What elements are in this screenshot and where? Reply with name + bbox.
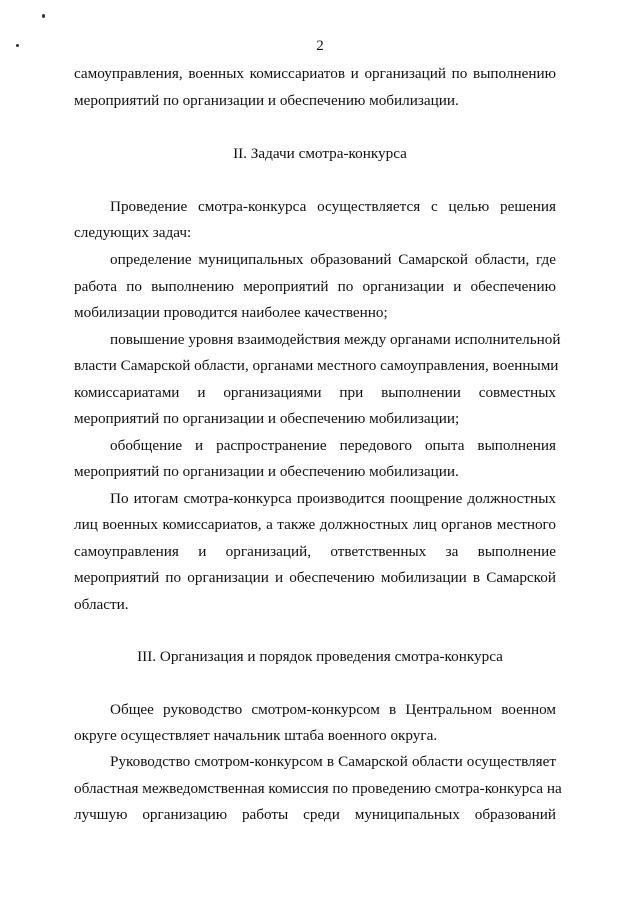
body-line: области. <box>74 596 129 613</box>
section-heading: II. Задачи смотра-конкурса <box>233 145 407 162</box>
paragraph-first-line: определение муниципальных образований Самарской области, где <box>110 251 556 268</box>
paragraph-first-line: повышение уровня взаимодействия между органами исполнительной <box>110 331 561 348</box>
body-line: мобилизации проводится наиболее качественно; <box>74 304 388 321</box>
scan-mark <box>42 14 45 18</box>
paragraph-first-line: Общее руководство смотром-конкурсом в Центральном военном <box>110 701 556 718</box>
body-line: областная межведомственная комиссия по проведению смотра-конкурса на <box>74 780 562 797</box>
body-line: округе осуществляет начальник штаба военного округа. <box>74 727 438 744</box>
section-heading: III. Организация и порядок проведения смотра-конкурса <box>137 648 503 665</box>
body-line: работа по выполнению мероприятий по организации и обеспечению <box>74 278 556 295</box>
paragraph-first-line: Проведение смотра-конкурса осуществляется с целью решения <box>110 198 556 215</box>
body-line: власти Самарской области, органами местного самоуправления, военными <box>74 357 559 374</box>
page-number: 2 <box>316 38 324 54</box>
body-line: следующих задач: <box>74 224 192 241</box>
body-line: комиссариатами и организациями при выполнении совместных <box>74 384 556 401</box>
body-line: лучшую организацию работы среди муниципальных образований <box>74 806 556 823</box>
body-line: мероприятий по организации и обеспечению мобилизации; <box>74 410 460 427</box>
paragraph-first-line: обобщение и распространение передового опыта выполнения <box>110 437 556 454</box>
paragraph-first-line: По итогам смотра-конкурса производится поощрение должностных <box>110 490 556 507</box>
body-line: лиц военных комиссариатов, а также должностных лиц органов местного <box>74 516 556 533</box>
paragraph-first-line: Руководство смотром-конкурсом в Самарской области осуществляет <box>110 753 556 770</box>
body-line: мероприятий по организации и обеспечению мобилизации в Самарской <box>74 569 556 586</box>
body-line: самоуправления и организаций, ответственных за выполнение <box>74 543 556 560</box>
body-line: самоуправления, военных комиссариатов и организаций по выполнению <box>74 65 556 82</box>
body-line: мероприятий по организации и обеспечению мобилизации. <box>74 92 459 109</box>
body-line: мероприятий по организации и обеспечению мобилизации. <box>74 463 459 480</box>
